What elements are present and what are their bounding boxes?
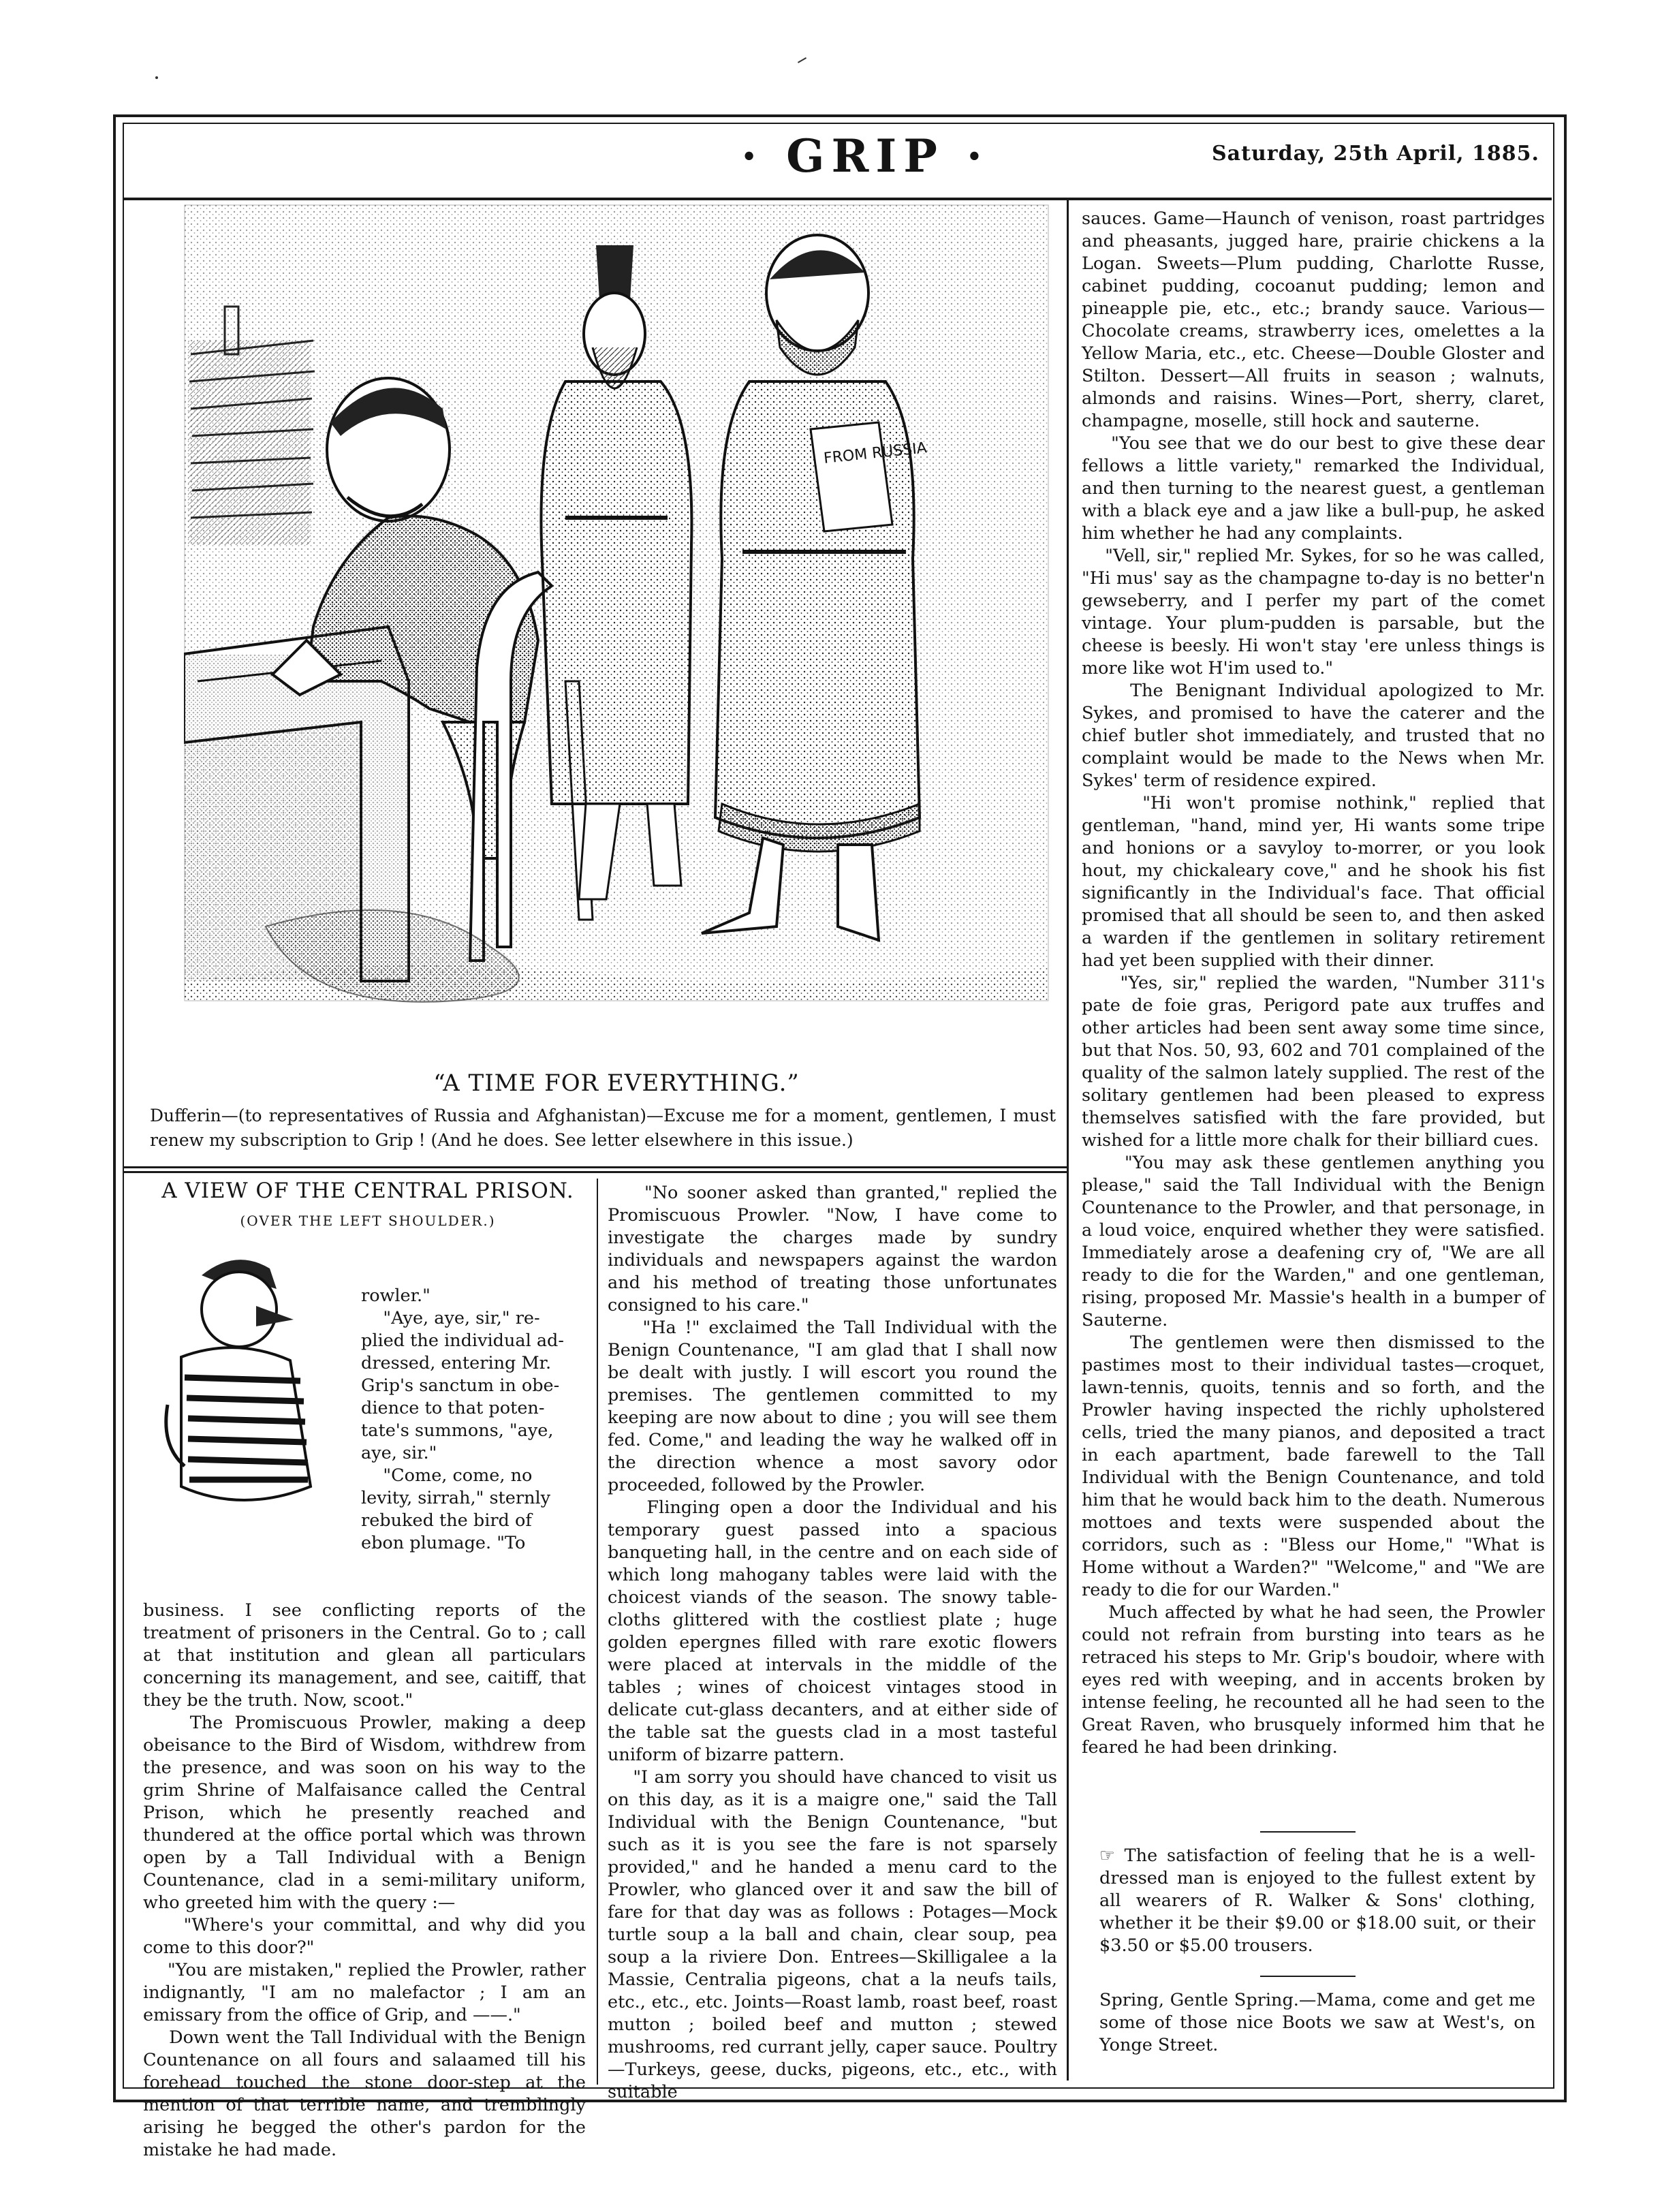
section-rule — [124, 1171, 1067, 1173]
paper-label: FROM RUSSIA — [823, 439, 928, 467]
issue-date: Saturday, 25th April, 1885. — [1212, 142, 1539, 166]
article-paragraph: business. I see conflicting reports of the treatment of prisoners in the Central. Go to ; call at that institution and glean all particulars concerning its management, and see, caitiff, that they be the truth. Now, scoot." The Promiscuous Prowler, making a deep obeisance to the Bird of Wisdom, withdrew from the presence, and was soon on his way to the grim Shrine of Malfaisance called the Central Prison, which he presently reached and thundered at the office portal which was thrown open by a Tall Individual with a Benign Countenance, clad in a semi-military uniform, who greeted him with the query :— "Where's your committal, and why did you come to this door?" "You are mistaken," replied the Prowler, rather indignantly, "I am no malefactor ; I am an emissary from the office of Grip, and ——." Down went the Tall Individual with the Benign Countenance on all fours and salaamed till his forehead touched the stone door-step at the mention of that terrible name, and tremblingly arising he begged the other's pardon for the mistake he had made. — [143, 1600, 586, 2160]
section-rule — [124, 1166, 1067, 1168]
notice-rule — [1260, 1976, 1356, 1977]
cartoon-illustration — [184, 204, 1049, 1056]
article-column-left — [143, 1240, 586, 2184]
paper-stack — [188, 307, 315, 545]
masthead-title: · GRIP · — [741, 129, 989, 183]
ink-speck — [155, 76, 158, 79]
walker-notice: ☞ The satisfaction of feeling that he is a well-dressed man is enjoyed to the fullest extent by all wearers of R. Walker & Sons' clothing, whether it be their $9.00 or $18.00 suit, or their $3.50 or $5.00 trousers. — [1099, 1845, 1541, 1956]
article-paragraph: rowler." "Aye, aye, sir," re- plied the individual ad- dressed, entering Mr. Grip's sanctum in obe- dience to that poten- tate's summons, "aye, aye, sir." "Come, come, no levity, sirrah," sternly rebuked the bird of ebon plumage. "To — [361, 1286, 564, 1553]
article-title: A VIEW OF THE CENTRAL PRISON. — [161, 1179, 574, 1203]
cartoon-caption: Dufferin—(to representatives of Russia and Afghanistan)—Excuse me for a moment, gentlemen, I must renew my subscription to Grip ! (And he does. See letter elsewhere in this issue.) — [150, 1106, 1056, 1150]
column-divider-right — [1067, 200, 1069, 2081]
column-divider-middle — [597, 1179, 598, 2085]
cartoon-caption-title: “A TIME FOR EVERYTHING.” — [433, 1070, 800, 1097]
ink-speck — [794, 51, 806, 63]
notice-rule — [1260, 1831, 1356, 1833]
article-subtitle: (OVER THE LEFT SHOULDER.) — [240, 1213, 496, 1229]
article-column-right: sauces. Game—Haunch of venison, roast partridges and pheasants, jugged hare, prairie chickens a la Logan. Sweets—Plum pudding, Charlotte Russe, cabinet pudding, cocoanut pudding; lemon and pineapple pie, etc., etc.; brandy sauce. Various—Chocolate creams, strawberry ices, omelettes a la Yellow Maria, etc., etc. Cheese—Double Gloster and Stilton. Dessert—All fruits in season ; walnuts, almonds and raisins. Wines—Port, sherry, claret, champagne, moselle, still hock and sauterne. "You see that we do our best to give these dear fellows a little variety," remarked the Individual, and then turning to the nearest guest, a gentleman with a black eye and a jaw like a bull-pup, he asked him whether he had any complaints. "Vell, sir," replied Mr. Sykes, for so he was called, "Hi mus' say as the champagne to-day is no better'n gewseberry, and I perfer my part of the comet vintage. Your plum-pudden is parsable, but the cheese is beesly. Hi won't stay 'ere unless things is more like wot H'im used to." The Benignant Individual apologized to Mr. Sykes, and promised to have the caterer and the chief butler shot immediately, and trusted that no complaint would be made to the News when Mr. Sykes' term of residence expired. "Hi won't promise nothink," replied that gentleman, "hand, mind yer, Hi wants some tripe and honions or a savyloy to-morrer, or you look hout, my chickaleary cove," and he shook his fist significantly in the Individual's face. That official promised that all should be seen to, and then asked a warden if the gentlemen in solitary retirement had yet been supplied with their dinner. "Yes, sir," replied the warden, "Number 311's pate de foie gras, Perigord pate aux truffes and other articles had been sent away some time since, but that Nos. 50, 93, 602 and 701 complained of the quality of the salmon lately supplied. The rest of the solitary gentlemen had been pleased to express themselves satisfied with the fare provided, but wished for a little more chalk for their billiard cues. "You may ask these gentlemen anything you please," said the Tall Individual with the Benign Countenance to the Prowler, and that personage, in a loud voice, enquired whether they were satisfied. Immediately arose a deafening cry of, "We are all ready to die for the Warden," and one gentleman, rising, proposed Mr. Massie's health in a bumper of Sauterne. The gentlemen were then dismissed to the pastimes most to their individual tastes—croquet, lawn-tennis, quoits, tennis and so forth, and the Prowler having inspected the richly upholstered cells, tried the many pianos, and deposited a tract in each apartment, bade farewell to the Tall Individual with the Benign Countenance, and told him that he would back him to the death. Numerous mottoes and texts were suspended about the corridors, such as : "Bless our Home," "What is Home without a Warden?" "Welcome," and "We are ready to die for our Warden." Much affected by what he had seen, the Prowler could not refrain from bursting into tears as he retraced his steps to Mr. Grip's boudoir, where with eyes red with weeping, and in accents broken by intense feeling, he recounted all he had seen to the Great Raven, who brusquely informed him that he feared he had been drinking. — [1082, 208, 1545, 1758]
article-column-middle: "No sooner asked than granted," replied the Promiscuous Prowler. "Now, I have come to investigate the charges made by sundry individuals and newspapers against the wardon and his method of treating those unfortunates consigned to his care." "Ha !" exclaimed the Tall Individual with the Benign Countenance, "I am glad that I shall now be dealt with justly. I will escort you round the premises. The gentlemen committed to my keeping are now about to dine ; you will see them fed. Come," and leading the way he walked off in the direction whence a most savory odor proceeded, followed by the Prowler. Flinging open a door the Individual and his temporary guest passed into a spacious banqueting hall, in the centre and on each side of which long mahogany tables were laid with the choicest viands of the season. The snowy table-cloths glittered with the costliest plate ; huge golden epergnes filled with rare exotic flowers were placed at intervals in the middle of the tables ; wines of choicest vintages stood in delicate cut-glass decanters, and at either side of the table sat the guests clad in a most tasteful uniform of bizarre pattern. "I am sorry you should have chanced to visit us on this day, as it is a maigre one," said the Tall Individual with the Benign Countenance, "but such as it is you see the fare is not sparsely provided," and he handed a menu card to the Prowler, who glanced over it and saw the bill of fare for that day was as follows : Potages—Mock turtle soup a la ball and chain, clear soup, pea soup a la riviere Don. Entrees—Skilligalee a la Massie, Centralia pigeons, chat a la neufs tails, etc., etc., etc. Joints—Roast lamb, roast beef, roast mutton ; boiled beef and mutton ; stewed mushrooms, red currant jelly, caper sauce. Poultry—Turkeys, geese, ducks, pigeons, etc., etc., with suitable — [608, 1183, 1057, 2102]
spring-notice: Spring, Gentle Spring.—Mama, come and get me some of those nice Boots we saw at West's, on Yonge Street. — [1099, 1990, 1541, 2055]
masthead-rule — [124, 198, 1552, 200]
